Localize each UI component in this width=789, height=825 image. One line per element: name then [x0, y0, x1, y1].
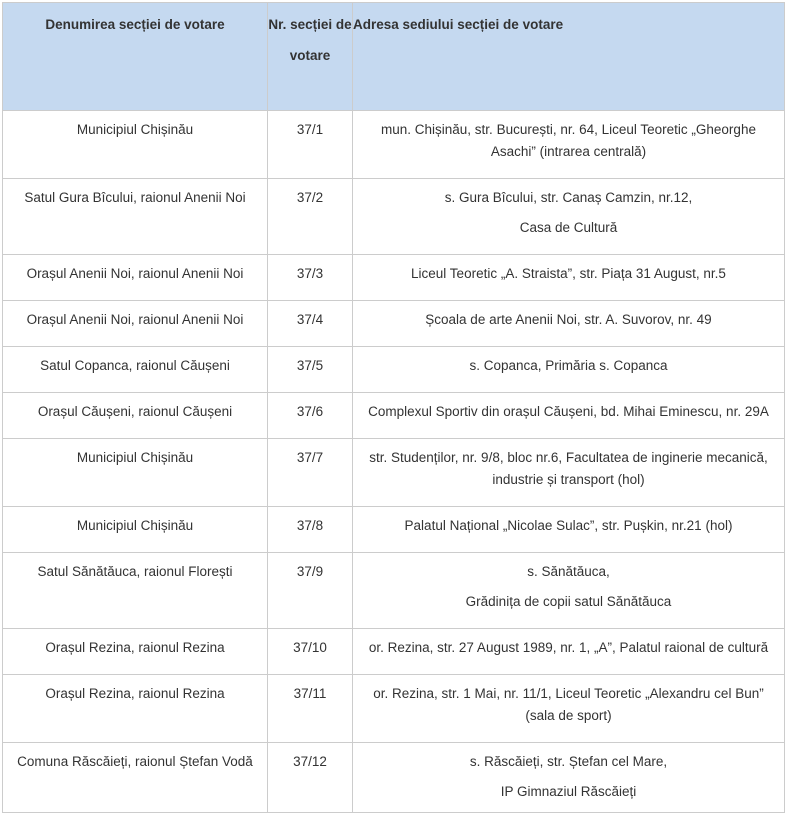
- header-number-line: Nr.: [268, 17, 287, 32]
- station-number: 37/2: [268, 179, 353, 255]
- address-line: s. Sănătăuca,: [527, 564, 610, 579]
- station-address: [353, 507, 785, 553]
- station-name: Orașul Rezina, raionul Rezina: [3, 675, 268, 743]
- station-address: [353, 347, 785, 393]
- table-row: [3, 255, 785, 301]
- table-row: [3, 507, 785, 553]
- header-name: Denumirea secției de votare: [3, 3, 268, 111]
- table-row: [3, 111, 785, 179]
- station-address: [353, 255, 785, 301]
- line-gap: [353, 209, 784, 217]
- station-name: Orașul Rezina, raionul Rezina: [3, 629, 268, 675]
- address-line: or. Rezina, str. 1 Mai, nr. 11/1, Liceul Teoretic „Alexandru cel Bun”: [373, 686, 764, 701]
- station-number: 37/4: [268, 301, 353, 347]
- station-name: Orașul Căușeni, raionul Căușeni: [3, 393, 268, 439]
- address-line: Asachi” (intrarea centrală): [490, 144, 647, 159]
- address-line: mun. Chișinău, str. București, nr. 64, Liceul Teoretic „Gheorghe: [381, 122, 756, 137]
- header-number-line: de votare: [289, 17, 352, 63]
- station-name: Satul Gura Bîcului, raionul Anenii Noi: [3, 179, 268, 255]
- table-row: [3, 179, 785, 255]
- table-body: [3, 111, 785, 813]
- station-address: [353, 179, 785, 255]
- station-number: 37/5: [268, 347, 353, 393]
- address-line: Școala de arte Anenii Noi, str. A. Suvorov, nr. 49: [425, 312, 712, 327]
- address-line: Grădinița de copii satul Sănătăuca: [465, 594, 672, 609]
- station-name: Orașul Anenii Noi, raionul Anenii Noi: [3, 255, 268, 301]
- station-number: 37/6: [268, 393, 353, 439]
- station-address: [353, 553, 785, 629]
- address-line: industrie și transport (hol): [492, 472, 645, 487]
- address-line: IP Gimnaziul Răscăieți: [500, 784, 637, 799]
- address-line: or. Rezina, str. 27 August 1989, nr. 1, „A”, Palatul raional de cultură: [368, 640, 769, 655]
- address-line: Liceul Teoretic „A. Straista”, str. Piața 31 August, nr.5: [411, 266, 726, 281]
- station-address: [353, 393, 785, 439]
- line-gap: [353, 583, 784, 591]
- header-number-line: secției: [290, 17, 333, 32]
- station-address: [353, 111, 785, 179]
- station-name: Comuna Răscăieți, raionul Ștefan Vodă: [3, 743, 268, 813]
- station-number: 37/11: [268, 675, 353, 743]
- table-row: [3, 743, 785, 813]
- header-address: Adresa sediului secției de votare: [353, 3, 785, 111]
- address-line: str. Studenților, nr. 9/8, bloc nr.6, Facultatea de inginerie mecanică,: [369, 450, 768, 465]
- station-name: Municipiul Chișinău: [3, 111, 268, 179]
- station-name: Orașul Anenii Noi, raionul Anenii Noi: [3, 301, 268, 347]
- line-gap: [353, 773, 784, 781]
- polling-stations-table: [2, 2, 785, 813]
- table-row: [3, 393, 785, 439]
- station-name: Municipiul Chișinău: [3, 439, 268, 507]
- table-row: [3, 439, 785, 507]
- station-number: 37/3: [268, 255, 353, 301]
- address-line: (sala de sport): [525, 708, 612, 723]
- header-number: [268, 3, 353, 111]
- station-number: 37/1: [268, 111, 353, 179]
- table-row: [3, 301, 785, 347]
- station-address: [353, 743, 785, 813]
- address-line: s. Răscăieți, str. Ștefan cel Mare,: [469, 754, 668, 769]
- station-address: [353, 629, 785, 675]
- address-line: s. Copanca, Primăria s. Copanca: [469, 358, 668, 373]
- station-number: 37/9: [268, 553, 353, 629]
- station-name: Satul Sănătăuca, raionul Florești: [3, 553, 268, 629]
- station-name: Satul Copanca, raionul Căușeni: [3, 347, 268, 393]
- address-line: Palatul Național „Nicolae Sulac”, str. Pușkin, nr.21 (hol): [404, 518, 733, 533]
- table-row: [3, 347, 785, 393]
- table-header: [3, 3, 785, 111]
- table-row: [3, 629, 785, 675]
- station-number: 37/12: [268, 743, 353, 813]
- station-address: [353, 301, 785, 347]
- table-row: [3, 675, 785, 743]
- station-address: [353, 675, 785, 743]
- address-line: s. Gura Bîcului, str. Canaș Camzin, nr.12,: [444, 190, 693, 205]
- station-number: 37/8: [268, 507, 353, 553]
- header-row: [3, 3, 785, 111]
- address-line: Casa de Cultură: [519, 220, 618, 235]
- table-row: [3, 553, 785, 629]
- station-name: Municipiul Chișinău: [3, 507, 268, 553]
- address-line: Complexul Sportiv din orașul Căușeni, bd. Mihai Eminescu, nr. 29A: [368, 404, 769, 419]
- station-address: [353, 439, 785, 507]
- station-number: 37/7: [268, 439, 353, 507]
- station-number: 37/10: [268, 629, 353, 675]
